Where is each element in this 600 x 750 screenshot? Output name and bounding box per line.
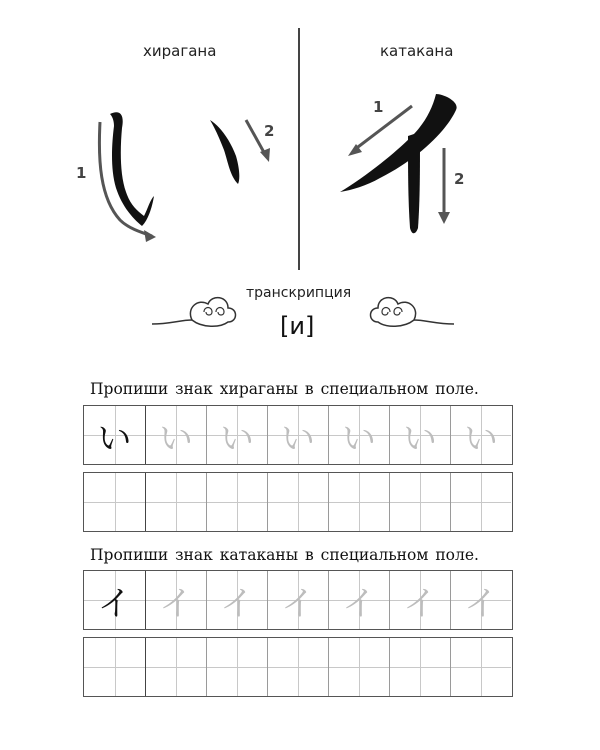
hiragana-trace-glyph: い <box>220 418 254 459</box>
hiragana-arrow-1-head <box>144 230 156 242</box>
hiragana-trace-glyph: い <box>281 418 315 459</box>
katakana-arrow-2-head <box>438 212 450 224</box>
hiragana-stroke-2 <box>210 120 239 184</box>
hiragana-model-glyph: い <box>97 418 132 459</box>
katakana-trace-cell[interactable] <box>329 571 390 629</box>
section-divider <box>298 28 300 270</box>
katakana-stroke-number-2: 2 <box>454 170 465 188</box>
hiragana-trace-cell[interactable] <box>390 406 451 464</box>
transcription-label: транскрипция <box>246 285 352 301</box>
hiragana-trace-glyph: い <box>464 418 498 459</box>
katakana-trace-glyph: イ <box>159 583 193 624</box>
hiragana-blank-cell[interactable] <box>329 473 390 531</box>
katakana-blank-cell[interactable] <box>84 638 146 696</box>
hiragana-trace-cell[interactable] <box>329 406 390 464</box>
katakana-stroke-diagram <box>320 80 480 250</box>
cloud-ornament-left-icon <box>150 290 240 334</box>
hiragana-arrow-2 <box>246 120 266 156</box>
katakana-model-cell <box>84 571 146 629</box>
katakana-stroke-1 <box>340 94 457 192</box>
katakana-trace-cell[interactable] <box>451 571 511 629</box>
hiragana-blank-cell[interactable] <box>451 473 511 531</box>
hiragana-trace-cell[interactable] <box>207 406 268 464</box>
hiragana-trace-cell[interactable] <box>268 406 329 464</box>
hiragana-trace-glyph: い <box>342 418 376 459</box>
transcription-value: [и] <box>280 312 315 340</box>
hiragana-stroke-1 <box>110 112 154 226</box>
katakana-trace-glyph: イ <box>281 583 315 624</box>
katakana-blank-cell[interactable] <box>146 638 207 696</box>
hiragana-blank-cell[interactable] <box>84 473 146 531</box>
katakana-blank-cell[interactable] <box>451 638 511 696</box>
hiragana-trace-glyph: い <box>159 418 193 459</box>
hiragana-blank-cell[interactable] <box>268 473 329 531</box>
katakana-stroke-number-1: 1 <box>373 98 384 116</box>
katakana-trace-glyph: イ <box>403 583 437 624</box>
hiragana-trace-cell[interactable] <box>451 406 511 464</box>
katakana-trace-cell[interactable] <box>390 571 451 629</box>
hiragana-trace-cell[interactable] <box>146 406 207 464</box>
hiragana-trace-glyph: い <box>403 418 437 459</box>
katakana-stroke-2 <box>408 132 420 233</box>
hiragana-stroke-number-2: 2 <box>264 122 275 140</box>
katakana-trace-cell[interactable] <box>146 571 207 629</box>
katakana-trace-cell[interactable] <box>207 571 268 629</box>
katakana-trace-glyph: イ <box>220 583 254 624</box>
katakana-label: катакана <box>380 42 454 60</box>
hiragana-blank-cell[interactable] <box>390 473 451 531</box>
katakana-trace-glyph: イ <box>464 583 498 624</box>
hiragana-stroke-number-1: 1 <box>76 164 87 182</box>
hiragana-model-cell <box>84 406 146 464</box>
katakana-instruction: Пропиши знак катаканы в специальном поле. <box>90 546 479 564</box>
hiragana-blank-cell[interactable] <box>146 473 207 531</box>
hiragana-blank-row[interactable] <box>83 472 513 532</box>
hiragana-stroke-diagram <box>70 80 290 260</box>
katakana-trace-row[interactable] <box>83 570 513 630</box>
hiragana-trace-row[interactable] <box>83 405 513 465</box>
hiragana-instruction: Пропиши знак хираганы в специальном поле. <box>90 380 479 398</box>
cloud-ornament-right-icon <box>366 290 456 334</box>
katakana-blank-cell[interactable] <box>268 638 329 696</box>
katakana-blank-cell[interactable] <box>329 638 390 696</box>
hiragana-label: хирагана <box>143 42 217 60</box>
katakana-trace-cell[interactable] <box>268 571 329 629</box>
katakana-model-glyph: イ <box>97 583 132 624</box>
katakana-blank-cell[interactable] <box>390 638 451 696</box>
katakana-trace-glyph: イ <box>342 583 376 624</box>
katakana-blank-cell[interactable] <box>207 638 268 696</box>
hiragana-blank-cell[interactable] <box>207 473 268 531</box>
katakana-blank-row[interactable] <box>83 637 513 697</box>
